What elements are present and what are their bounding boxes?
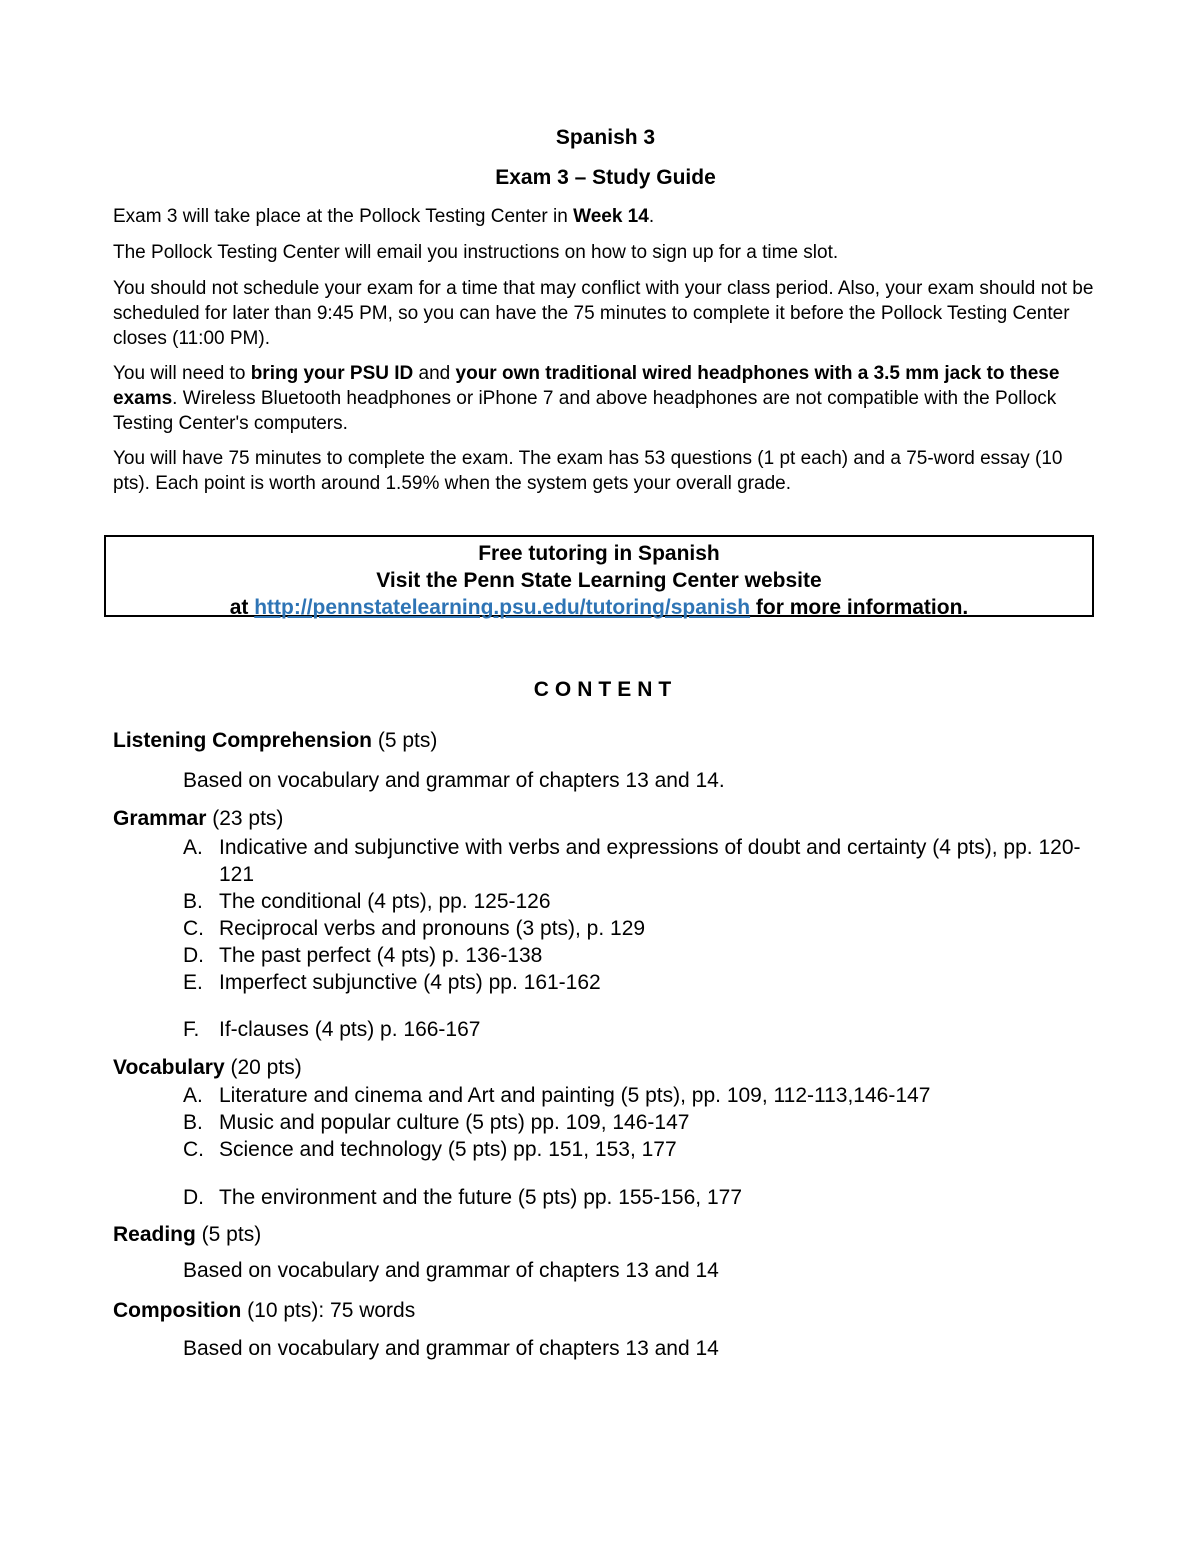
content-heading: CONTENT xyxy=(533,678,678,701)
section-reading-heading: Reading (5 pts) xyxy=(113,1223,262,1246)
intro-paragraph-schedule: You should not schedule your exam for a time that may conflict with your class period. Also, your exam should not be scheduled for later than 9:45 PM, so you can have the 75 minutes to complete it before the Pollock Testing Center closes (11:00 PM). xyxy=(113,278,1094,349)
list-item: A. Literature and cinema and Art and painting (5 pts), pp. 109, 112-113,146-147 xyxy=(183,1084,931,1107)
section-composition-desc: Based on vocabulary and grammar of chapters 13 and 14 xyxy=(183,1337,719,1360)
vocabulary-list xyxy=(183,1082,1083,1211)
section-reading-desc: Based on vocabulary and grammar of chapters 13 and 14 xyxy=(183,1259,719,1282)
list-item: B. Music and popular culture (5 pts) pp. 109, 146-147 xyxy=(183,1111,690,1134)
tutoring-link[interactable]: http://pennstatelearning.psu.edu/tutoring/spanish xyxy=(254,596,751,619)
document-title: Spanish 3 xyxy=(555,126,656,149)
section-vocabulary-heading: Vocabulary (20 pts) xyxy=(113,1056,302,1079)
list-item: F. If-clauses (4 pts) p. 166-167 xyxy=(183,1018,481,1041)
list-item: C. Science and technology (5 pts) pp. 151, 153, 177 xyxy=(183,1138,677,1161)
tutoring-line-1: Free tutoring in Spanish xyxy=(478,542,720,565)
section-listening-desc: Based on vocabulary and grammar of chapters 13 and 14. xyxy=(183,769,725,792)
document-page xyxy=(113,124,1098,1360)
list-item: D. The past perfect (4 pts) p. 136-138 xyxy=(183,944,543,967)
intro-paragraph-signup: The Pollock Testing Center will email you instructions on how to sign up for a time slot. xyxy=(113,242,839,263)
tutoring-box xyxy=(104,535,1094,617)
list-item: E. Imperfect subjunctive (4 pts) pp. 161-162 xyxy=(183,971,601,994)
section-listening-heading: Listening Comprehension (5 pts) xyxy=(113,729,438,752)
tutoring-line-2: Visit the Penn State Learning Center website xyxy=(376,569,822,592)
grammar-list xyxy=(183,834,1083,1043)
exam-week: Week 14 xyxy=(573,206,649,227)
intro-paragraph-requirements: You will need to bring your PSU ID and your own traditional wired headphones with a 3.5 mm jack to these exams. Wireless Bluetooth headphones or iPhone 7 and above headphones are not compatible with the Pollock Testing Center's computers. xyxy=(113,363,1060,434)
intro-paragraph-format: You will have 75 minutes to complete the exam. The exam has 53 questions (1 pt each) and a 75-word essay (10 pts). Each point is worth around 1.59% when the system gets your overall grade. xyxy=(113,448,1063,494)
section-grammar-heading: Grammar (23 pts) xyxy=(113,807,284,830)
intro-paragraph-location: Exam 3 will take place at the Pollock Testing Center in Week 14. xyxy=(113,206,655,227)
tutoring-line-3: at http://pennstatelearning.psu.edu/tutoring/spanish for more information. xyxy=(229,596,969,619)
list-item: C. Reciprocal verbs and pronouns (3 pts), p. 129 xyxy=(183,917,646,940)
list-item: A. Indicative and subjunctive with verbs and expressions of doubt and certainty (4 pts), pp. 120-121 xyxy=(183,836,1081,886)
list-item: D. The environment and the future (5 pts) pp. 155-156, 177 xyxy=(183,1186,743,1209)
list-item: B. The conditional (4 pts), pp. 125-126 xyxy=(183,890,551,913)
document-subtitle: Exam 3 – Study Guide xyxy=(495,166,716,189)
section-composition-heading: Composition (10 pts): 75 words xyxy=(113,1299,416,1322)
